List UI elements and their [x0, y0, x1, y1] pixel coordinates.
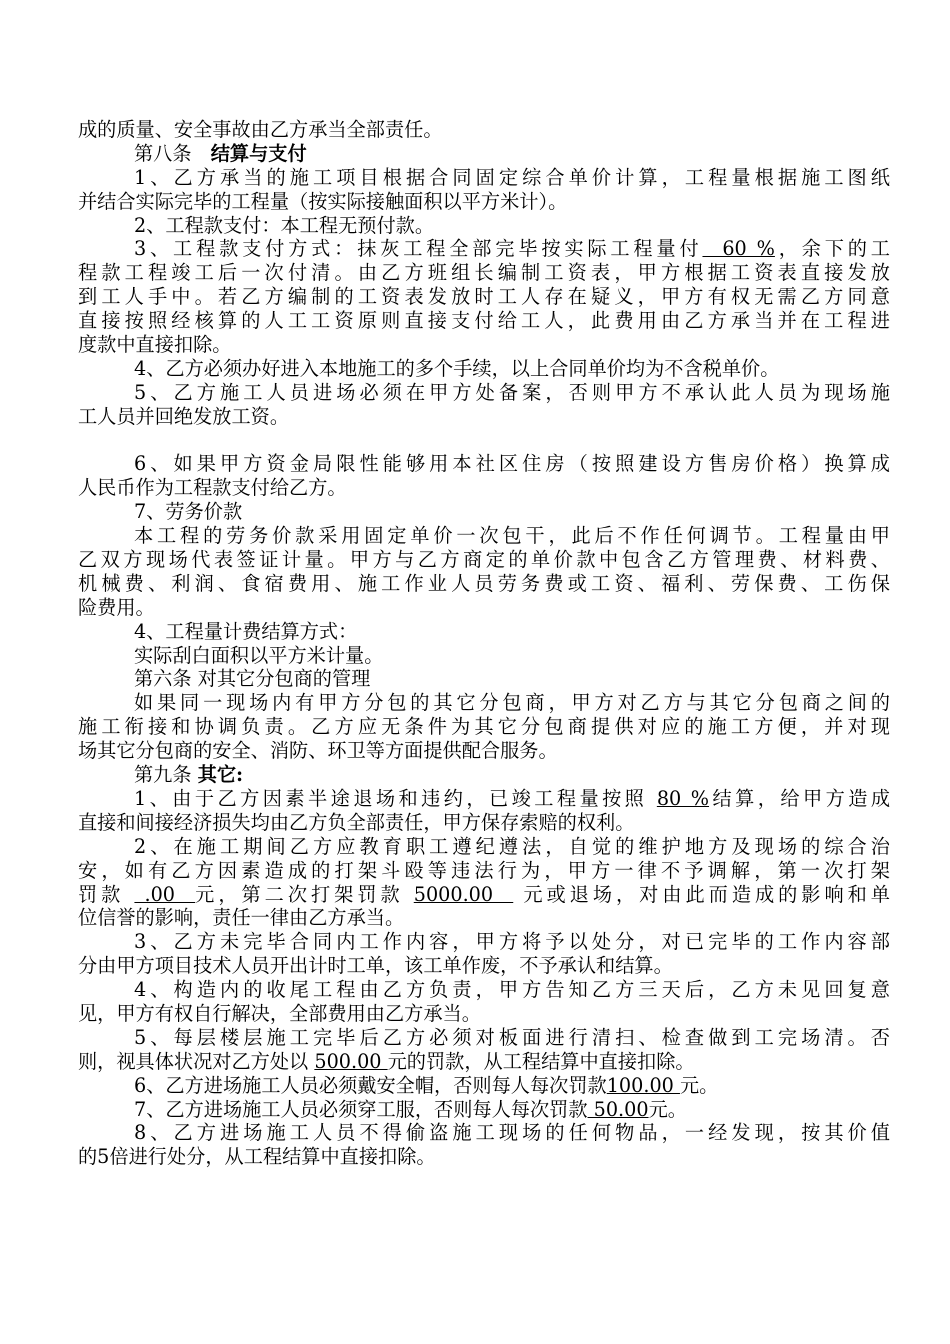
- text-line: 度款中直接扣除。: [78, 333, 232, 357]
- filled-blank: .00: [134, 882, 196, 906]
- text-line: 3、乙方未完毕合同内工作内容，甲方将予以处分，对已完毕的工作内容部: [134, 930, 890, 954]
- text-line: 的5倍进行处分，从工程结算中直接扣除。: [78, 1145, 436, 1169]
- text-segment: 结算，给甲方造成: [709, 786, 891, 810]
- document-body: [78, 118, 890, 1169]
- text-line: 成的质量、安全事故由乙方承当全部责任。: [78, 118, 443, 141]
- section-number: 第九条: [134, 763, 198, 787]
- text-line: 2、在施工期间乙方应教育职工遵纪遵法，自觉的维护地方及现场的综合治: [134, 834, 890, 858]
- text-segment: 6、乙方进场施工人员必须戴安全帽，否则每人每次罚款: [134, 1073, 607, 1097]
- text-line: 见，甲方有权自行解决，全部费用由乙方承当。: [78, 1001, 481, 1025]
- text-line: [78, 1050, 890, 1074]
- text-segment: 1、由于乙方因素半途退场和违约，已竣工程量按照: [134, 786, 657, 810]
- text-line: 场其它分包商的安全、消防、环卫等方面提供配合服务。: [78, 739, 558, 763]
- section-title: 结算与支付: [210, 141, 307, 165]
- text-segment: 3、工程款支付方式：抹灰工程全部完毕按实际工程量付: [134, 237, 703, 261]
- text-line: 安，如有乙方因素造成的打架斗殴等违法行为，甲方一律不予调解，第一次打架: [78, 858, 890, 882]
- text-segment: 元，第二次打架罚款: [195, 882, 414, 906]
- text-segment: ，余下的工: [774, 237, 890, 261]
- text-line: 1、乙方承当的施工项目根据合同固定综合单价计算，工程量根据施工图纸: [134, 165, 890, 189]
- text-line: [78, 1098, 890, 1122]
- section-heading: [78, 142, 890, 166]
- text-line: 2、工程款支付：本工程无预付款。: [134, 213, 435, 237]
- text-line: 机械费、利润、食宿费用、施工作业人员劳务费或工资、福利、劳保费、工伤保: [78, 571, 890, 595]
- text-segment: 元。: [648, 1097, 687, 1121]
- text-line: [78, 787, 890, 811]
- text-segment: 元或退场，对由此而造成的影响和单: [513, 882, 890, 906]
- text-line: [78, 1074, 890, 1098]
- text-line: 5、每层楼层施工完毕后乙方必须对板面进行清扫、检查做到工完场清。否: [134, 1025, 890, 1049]
- text-segment: 元的罚款，从工程结算中直接扣除。: [387, 1049, 695, 1073]
- text-line: 直接按照经核算的人工工资原则直接支付给工人，此费用由乙方承当并在工程进: [78, 309, 890, 333]
- text-line: 分由甲方项目技术人员开出计时工单，该工单作废，不予承认和结算。: [78, 954, 673, 978]
- text-line: 如果同一现场内有甲方分包的其它分包商，甲方对乙方与其它分包商之间的: [134, 691, 890, 715]
- text-line: 施工衔接和协调负责。乙方应无条件为其它分包商提供对应的施工方便，并对现: [78, 715, 890, 739]
- text-segment: 7、乙方进场施工人员必须穿工服，否则每人每次罚款: [134, 1097, 588, 1121]
- filled-blank: 50.00: [587, 1097, 649, 1121]
- text-segment: 罚款: [78, 882, 135, 906]
- text-line: 位信誉的影响，责任一律由乙方承当。: [78, 906, 405, 930]
- blank-line: [78, 429, 890, 453]
- section-title: 其它:: [197, 763, 244, 787]
- text-line: 7、劳务价款: [134, 500, 243, 524]
- text-line: 6、如果甲方资金局限性能够用本社区住房（按照建设方售房价格）换算成: [134, 452, 890, 476]
- text-line: 直接和间接经济损失均由乙方负全部责任，甲方保存索赔的权利。: [78, 810, 635, 834]
- text-line: 5、乙方施工人员进场必须在甲方处备案，否则甲方不承认此人员为现场施: [134, 380, 890, 404]
- text-line: 8、乙方进场施工人员不得偷盗施工现场的任何物品，一经发现，按其价值: [134, 1121, 890, 1145]
- text-line: [78, 883, 890, 907]
- section-number: 第八条: [134, 141, 211, 165]
- text-segment: 元。: [679, 1073, 719, 1097]
- filled-blank: 500.00: [314, 1049, 388, 1073]
- text-line: 实际刮白面积以平方米计量。: [134, 643, 384, 667]
- filled-blank: 80 %: [656, 786, 710, 810]
- text-line: 工人员并回绝发放工资。: [78, 404, 290, 428]
- filled-blank: 100.00: [606, 1073, 680, 1097]
- text-line: 程款工程竣工后一次付清。由乙方班组长编制工资表，甲方根据工资表直接发放: [78, 261, 890, 285]
- filled-blank: 60 %: [702, 237, 775, 261]
- text-line: 并结合实际完毕的工程量（按实际接触面积以平方米计）。: [78, 189, 568, 213]
- text-line: 本工程的劳务价款采用固定单价一次包干，此后不作任何调节。工程量由甲: [134, 524, 890, 548]
- text-line: 4、乙方必须办好进入本地施工的多个手续，以上合同单价均为不含税单价。: [134, 356, 780, 380]
- text-segment: 则，视具体状况对乙方处以: [78, 1049, 315, 1073]
- text-line: 4、构造内的收尾工程由乙方负责，甲方告知乙方三天后，乙方未见回复意: [134, 978, 890, 1002]
- text-line: 第六条 对其它分包商的管理: [134, 667, 371, 691]
- text-line: 到工人手中。若乙方编制的工资表发放时工人存在疑义，甲方有权无需乙方同意: [78, 285, 890, 309]
- text-line: [78, 237, 890, 261]
- text-line: 险费用。: [78, 595, 155, 619]
- text-line: 人民币作为工程款支付给乙方。: [78, 476, 347, 500]
- text-line: 乙双方现场代表签证计量。甲方与乙方商定的单价款中包含乙方管理费、材料费、: [78, 548, 890, 572]
- section-heading: [78, 763, 890, 787]
- filled-blank: 5000.00: [413, 882, 514, 906]
- text-line: 4、工程量计费结算方式：: [134, 619, 358, 643]
